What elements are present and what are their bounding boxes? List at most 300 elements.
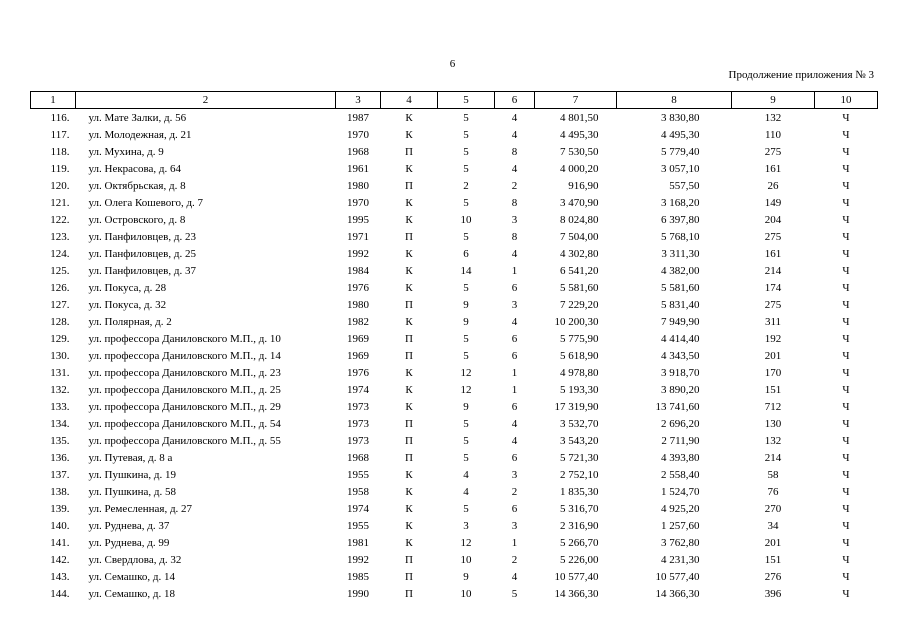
cell-row-number: 129. — [50, 332, 70, 345]
cell-category: Ч — [842, 502, 850, 515]
cell-living-area: 4 414,40 — [661, 332, 700, 345]
cell-wall-material: П — [405, 451, 413, 464]
cell-floors: 4 — [463, 468, 469, 481]
cell-entrances: 4 — [511, 162, 518, 175]
cell-row-number: 139. — [50, 502, 70, 515]
cell-address: ул. профессора Даниловского М.П., д. 23 — [88, 366, 281, 379]
cell-residents: 275 — [764, 145, 782, 158]
cell-total-area: 2 316,90 — [560, 519, 599, 532]
table-row — [31, 177, 878, 194]
cell-total-area: 3 543,20 — [560, 434, 599, 447]
cell-entrances: 8 — [511, 196, 518, 209]
cell-residents: 161 — [764, 162, 782, 175]
cell-address: ул. профессора Даниловского М.П., д. 25 — [88, 383, 281, 396]
cell-wall-material: К — [405, 196, 413, 209]
cell-wall-material: К — [405, 162, 413, 175]
cell-living-area: 557,50 — [669, 179, 700, 192]
cell-wall-material: П — [405, 570, 413, 583]
cell-living-area: 3 830,80 — [661, 111, 700, 124]
cell-category: Ч — [842, 417, 850, 430]
cell-living-area: 6 397,80 — [661, 213, 700, 226]
cell-living-area: 4 495,30 — [661, 128, 700, 141]
cell-year-built: 1990 — [347, 587, 369, 600]
cell-address: ул. Пушкина, д. 19 — [88, 468, 177, 481]
cell-total-area: 5 226,00 — [560, 553, 599, 566]
cell-year-built: 1973 — [347, 400, 369, 413]
cell-category: Ч — [842, 247, 850, 260]
cell-floors: 9 — [463, 570, 469, 583]
cell-living-area: 3 762,80 — [661, 536, 700, 549]
cell-total-area: 6 541,20 — [560, 264, 599, 277]
cell-entrances: 1 — [511, 264, 518, 277]
cell-floors: 5 — [463, 451, 469, 464]
cell-floors: 5 — [463, 196, 469, 209]
cell-wall-material: П — [405, 230, 413, 243]
cell-floors: 10 — [460, 213, 472, 226]
cell-row-number: 135. — [50, 434, 70, 447]
cell-living-area: 2 711,90 — [661, 434, 700, 447]
column-header-4: 4 — [381, 92, 438, 109]
cell-floors: 5 — [463, 502, 469, 515]
cell-floors: 10 — [460, 587, 472, 600]
cell-wall-material: К — [405, 485, 413, 498]
cell-wall-material: К — [405, 400, 413, 413]
cell-entrances: 4 — [511, 128, 518, 141]
cell-total-area: 7 229,20 — [560, 298, 599, 311]
cell-category: Ч — [842, 519, 850, 532]
cell-residents: 130 — [764, 417, 782, 430]
cell-wall-material: П — [405, 587, 413, 600]
cell-category: Ч — [842, 128, 850, 141]
cell-entrances: 8 — [511, 230, 518, 243]
table-row — [31, 585, 878, 602]
cell-residents: 132 — [764, 434, 782, 447]
cell-wall-material: К — [405, 366, 413, 379]
cell-total-area: 5 581,60 — [560, 281, 599, 294]
cell-row-number: 141. — [50, 536, 70, 549]
cell-total-area: 5 316,70 — [560, 502, 599, 515]
cell-category: Ч — [842, 400, 850, 413]
cell-year-built: 1974 — [347, 383, 369, 396]
cell-total-area: 5 618,90 — [560, 349, 599, 362]
cell-floors: 5 — [463, 111, 469, 124]
cell-entrances: 2 — [511, 485, 518, 498]
cell-total-area: 916,90 — [568, 179, 599, 192]
cell-floors: 12 — [460, 536, 472, 549]
cell-entrances: 1 — [511, 383, 518, 396]
cell-year-built: 1982 — [347, 315, 369, 328]
page-number: 6 — [449, 58, 456, 70]
cell-floors: 9 — [463, 400, 469, 413]
cell-entrances: 4 — [511, 111, 518, 124]
cell-entrances: 6 — [511, 349, 518, 362]
cell-living-area: 1 257,60 — [661, 519, 700, 532]
cell-row-number: 137. — [50, 468, 70, 481]
cell-category: Ч — [842, 553, 850, 566]
cell-entrances: 6 — [511, 281, 518, 294]
cell-year-built: 1969 — [347, 349, 369, 362]
cell-entrances: 2 — [511, 553, 518, 566]
cell-category: Ч — [842, 536, 850, 549]
table-row — [31, 109, 878, 127]
cell-living-area: 13 741,60 — [655, 400, 700, 413]
cell-residents: 204 — [764, 213, 782, 226]
cell-row-number: 124. — [50, 247, 70, 260]
table-row — [31, 500, 878, 517]
cell-living-area: 4 925,20 — [661, 502, 700, 515]
cell-address: ул. профессора Даниловского М.П., д. 14 — [88, 349, 281, 362]
column-header-6: 6 — [495, 92, 535, 109]
cell-year-built: 1971 — [347, 230, 369, 243]
cell-residents: 311 — [764, 315, 782, 328]
table-row — [31, 568, 878, 585]
cell-year-built: 1970 — [347, 128, 369, 141]
cell-row-number: 126. — [50, 281, 70, 294]
cell-address: ул. Семашко, д. 14 — [88, 570, 175, 583]
cell-floors: 5 — [463, 162, 469, 175]
table-row — [31, 534, 878, 551]
cell-total-area: 7 530,50 — [560, 145, 599, 158]
cell-address: ул. Руднева, д. 99 — [88, 536, 170, 549]
cell-row-number: 131. — [50, 366, 70, 379]
cell-residents: 276 — [764, 570, 782, 583]
cell-year-built: 1992 — [347, 553, 369, 566]
cell-total-area: 4 495,30 — [560, 128, 599, 141]
cell-wall-material: К — [405, 315, 413, 328]
cell-wall-material: П — [405, 553, 413, 566]
cell-floors: 5 — [463, 128, 469, 141]
table-row — [31, 364, 878, 381]
cell-year-built: 1970 — [347, 196, 369, 209]
cell-year-built: 1987 — [347, 111, 369, 124]
cell-residents: 214 — [764, 451, 782, 464]
table-row — [31, 143, 878, 160]
cell-address: ул. Руднева, д. 37 — [88, 519, 170, 532]
cell-row-number: 130. — [50, 349, 70, 362]
table-row — [31, 330, 878, 347]
cell-row-number: 132. — [50, 383, 70, 396]
cell-address: ул. профессора Даниловского М.П., д. 55 — [88, 434, 281, 447]
column-header-5: 5 — [438, 92, 495, 109]
cell-residents: 275 — [764, 230, 782, 243]
cell-category: Ч — [842, 230, 850, 243]
cell-address: ул. Некрасова, д. 64 — [88, 162, 181, 175]
cell-year-built: 1976 — [347, 281, 369, 294]
cell-address: ул. Свердлова, д. 32 — [88, 553, 182, 566]
cell-category: Ч — [842, 196, 850, 209]
cell-floors: 14 — [460, 264, 472, 277]
cell-floors: 10 — [460, 553, 472, 566]
cell-year-built: 1973 — [347, 417, 369, 430]
table-row — [31, 245, 878, 262]
cell-wall-material: К — [405, 502, 413, 515]
table-row — [31, 228, 878, 245]
cell-entrances: 3 — [511, 468, 518, 481]
cell-category: Ч — [842, 264, 850, 277]
cell-total-area: 5 721,30 — [560, 451, 599, 464]
cell-floors: 2 — [463, 179, 469, 192]
cell-category: Ч — [842, 468, 850, 481]
cell-address: ул. Панфиловцев, д. 25 — [88, 247, 196, 260]
cell-entrances: 2 — [511, 179, 518, 192]
cell-category: Ч — [842, 111, 850, 124]
cell-wall-material: К — [405, 383, 413, 396]
cell-address: ул. Покуса, д. 32 — [88, 298, 167, 311]
table-row — [31, 279, 878, 296]
column-header-7: 7 — [535, 92, 617, 109]
cell-residents: 270 — [764, 502, 782, 515]
cell-total-area: 2 752,10 — [560, 468, 599, 481]
cell-entrances: 3 — [511, 519, 518, 532]
cell-category: Ч — [842, 349, 850, 362]
column-header-8: 8 — [617, 92, 732, 109]
cell-address: ул. Пушкина, д. 58 — [88, 485, 177, 498]
cell-living-area: 3 168,20 — [661, 196, 700, 209]
table-row — [31, 517, 878, 534]
table-row — [31, 160, 878, 177]
cell-living-area: 3 918,70 — [661, 366, 700, 379]
cell-residents: 712 — [764, 400, 782, 413]
cell-wall-material: К — [405, 468, 413, 481]
cell-wall-material: К — [405, 213, 413, 226]
cell-entrances: 4 — [511, 570, 518, 583]
cell-total-area: 5 775,90 — [560, 332, 599, 345]
cell-row-number: 121. — [50, 196, 70, 209]
cell-floors: 5 — [463, 417, 469, 430]
cell-living-area: 4 382,00 — [661, 264, 700, 277]
cell-residents: 201 — [764, 536, 782, 549]
cell-address: ул. Панфиловцев, д. 23 — [88, 230, 196, 243]
cell-wall-material: П — [405, 417, 413, 430]
cell-wall-material: К — [405, 519, 413, 532]
cell-row-number: 140. — [50, 519, 70, 532]
cell-address: ул. Семашко, д. 18 — [88, 587, 175, 600]
cell-residents: 76 — [767, 485, 779, 498]
cell-living-area: 5 831,40 — [661, 298, 700, 311]
cell-row-number: 138. — [50, 485, 70, 498]
table-row — [31, 347, 878, 364]
cell-year-built: 1955 — [347, 468, 369, 481]
cell-wall-material: П — [405, 349, 413, 362]
cell-entrances: 4 — [511, 417, 518, 430]
cell-total-area: 7 504,00 — [560, 230, 599, 243]
cell-floors: 9 — [463, 315, 469, 328]
cell-floors: 5 — [463, 281, 469, 294]
cell-address: ул. Олега Кошевого, д. 7 — [88, 196, 204, 209]
cell-living-area: 10 577,40 — [655, 570, 700, 583]
cell-category: Ч — [842, 315, 850, 328]
cell-address: ул. Октябрьская, д. 8 — [88, 179, 186, 192]
cell-total-area: 14 366,30 — [554, 587, 599, 600]
cell-living-area: 5 768,10 — [661, 230, 700, 243]
cell-floors: 3 — [463, 519, 469, 532]
cell-category: Ч — [842, 587, 850, 600]
cell-category: Ч — [842, 570, 850, 583]
cell-year-built: 1976 — [347, 366, 369, 379]
cell-category: Ч — [842, 298, 850, 311]
cell-living-area: 4 231,30 — [661, 553, 700, 566]
cell-living-area: 4 393,80 — [661, 451, 700, 464]
cell-living-area: 2 558,40 — [661, 468, 700, 481]
cell-entrances: 3 — [511, 298, 518, 311]
table-row — [31, 211, 878, 228]
cell-entrances: 6 — [511, 332, 518, 345]
column-header-3: 3 — [336, 92, 381, 109]
table-row — [31, 432, 878, 449]
cell-address: ул. Покуса, д. 28 — [88, 281, 167, 294]
cell-category: Ч — [842, 213, 850, 226]
cell-wall-material: П — [405, 179, 413, 192]
cell-wall-material: П — [405, 434, 413, 447]
cell-floors: 5 — [463, 349, 469, 362]
cell-row-number: 127. — [50, 298, 70, 311]
cell-residents: 174 — [764, 281, 782, 294]
cell-residents: 149 — [764, 196, 782, 209]
cell-entrances: 1 — [511, 366, 518, 379]
cell-floors: 5 — [463, 230, 469, 243]
cell-entrances: 6 — [511, 451, 518, 464]
cell-row-number: 123. — [50, 230, 70, 243]
cell-year-built: 1984 — [347, 264, 369, 277]
cell-year-built: 1980 — [347, 179, 369, 192]
cell-residents: 396 — [764, 587, 782, 600]
table-row — [31, 398, 878, 415]
cell-category: Ч — [842, 366, 850, 379]
cell-floors: 5 — [463, 145, 469, 158]
housing-table — [30, 91, 878, 602]
cell-total-area: 5 266,70 — [560, 536, 599, 549]
cell-category: Ч — [842, 383, 850, 396]
cell-total-area: 17 319,90 — [554, 400, 599, 413]
cell-residents: 132 — [764, 111, 782, 124]
cell-living-area: 3 057,10 — [661, 162, 700, 175]
cell-year-built: 1969 — [347, 332, 369, 345]
cell-entrances: 6 — [511, 502, 518, 515]
cell-living-area: 7 949,90 — [661, 315, 700, 328]
table-row — [31, 466, 878, 483]
table-row — [31, 194, 878, 211]
cell-living-area: 5 581,60 — [661, 281, 700, 294]
cell-year-built: 1985 — [347, 570, 369, 583]
cell-floors: 12 — [460, 383, 472, 396]
cell-floors: 4 — [463, 485, 469, 498]
cell-residents: 34 — [767, 519, 779, 532]
cell-year-built: 1973 — [347, 434, 369, 447]
cell-wall-material: К — [405, 247, 413, 260]
cell-living-area: 4 343,50 — [661, 349, 700, 362]
cell-category: Ч — [842, 145, 850, 158]
cell-total-area: 8 024,80 — [560, 213, 599, 226]
cell-address: ул. Полярная, д. 2 — [88, 315, 172, 328]
table-row — [31, 381, 878, 398]
table-body — [31, 109, 878, 603]
cell-entrances: 4 — [511, 315, 518, 328]
table-row — [31, 296, 878, 313]
cell-entrances: 5 — [511, 587, 518, 600]
cell-residents: 58 — [767, 468, 779, 481]
table-row — [31, 262, 878, 279]
cell-residents: 170 — [764, 366, 782, 379]
cell-entrances: 4 — [511, 434, 518, 447]
cell-year-built: 1968 — [347, 451, 369, 464]
cell-total-area: 10 200,30 — [554, 315, 599, 328]
cell-row-number: 119. — [50, 162, 70, 175]
cell-entrances: 1 — [511, 536, 518, 549]
cell-residents: 275 — [764, 298, 782, 311]
cell-category: Ч — [842, 162, 850, 175]
cell-living-area: 3 311,30 — [661, 247, 700, 260]
cell-year-built: 1981 — [347, 536, 369, 549]
cell-year-built: 1974 — [347, 502, 369, 515]
table-row — [31, 551, 878, 568]
cell-year-built: 1980 — [347, 298, 369, 311]
table-row — [31, 313, 878, 330]
cell-row-number: 128. — [50, 315, 70, 328]
cell-total-area: 4 978,80 — [560, 366, 599, 379]
cell-wall-material: К — [405, 281, 413, 294]
cell-entrances: 8 — [511, 145, 518, 158]
cell-living-area: 1 524,70 — [661, 485, 700, 498]
cell-year-built: 1955 — [347, 519, 369, 532]
cell-residents: 214 — [764, 264, 782, 277]
cell-residents: 201 — [764, 349, 782, 362]
column-header-1: 1 — [31, 92, 76, 109]
cell-residents: 151 — [764, 383, 782, 396]
cell-row-number: 144. — [50, 587, 70, 600]
cell-wall-material: К — [405, 264, 413, 277]
cell-entrances: 4 — [511, 247, 518, 260]
cell-address: ул. Панфиловцев, д. 37 — [88, 264, 196, 277]
cell-total-area: 4 302,80 — [560, 247, 599, 260]
cell-category: Ч — [842, 332, 850, 345]
cell-address: ул. Островского, д. 8 — [88, 213, 186, 226]
cell-residents: 151 — [764, 553, 782, 566]
cell-year-built: 1958 — [347, 485, 369, 498]
cell-total-area: 4 801,50 — [560, 111, 599, 124]
cell-floors: 5 — [463, 434, 469, 447]
cell-address: ул. профессора Даниловского М.П., д. 10 — [88, 332, 281, 345]
cell-year-built: 1968 — [347, 145, 369, 158]
cell-row-number: 136. — [50, 451, 70, 464]
cell-total-area: 1 835,30 — [560, 485, 599, 498]
table-row — [31, 415, 878, 432]
cell-row-number: 143. — [50, 570, 70, 583]
cell-address: ул. профессора Даниловского М.П., д. 29 — [88, 400, 281, 413]
cell-row-number: 118. — [50, 145, 70, 158]
cell-living-area: 14 366,30 — [655, 587, 700, 600]
cell-address: ул. профессора Даниловского М.П., д. 54 — [88, 417, 281, 430]
cell-floors: 12 — [460, 366, 472, 379]
column-header-2: 2 — [76, 92, 336, 109]
cell-row-number: 125. — [50, 264, 70, 277]
cell-category: Ч — [842, 179, 850, 192]
cell-row-number: 134. — [50, 417, 70, 430]
cell-wall-material: П — [405, 145, 413, 158]
cell-living-area: 5 779,40 — [661, 145, 700, 158]
cell-row-number: 133. — [50, 400, 70, 413]
continuation-label: Продолжение приложения № 3 — [728, 69, 874, 81]
column-header-9: 9 — [732, 92, 815, 109]
cell-year-built: 1992 — [347, 247, 369, 260]
cell-address: ул. Ремесленная, д. 27 — [88, 502, 193, 515]
cell-living-area: 3 890,20 — [661, 383, 700, 396]
cell-year-built: 1961 — [347, 162, 369, 175]
cell-entrances: 3 — [511, 213, 518, 226]
cell-residents: 192 — [764, 332, 782, 345]
cell-residents: 161 — [764, 247, 782, 260]
cell-address: ул. Мухина, д. 9 — [88, 145, 164, 158]
cell-year-built: 1995 — [347, 213, 369, 226]
